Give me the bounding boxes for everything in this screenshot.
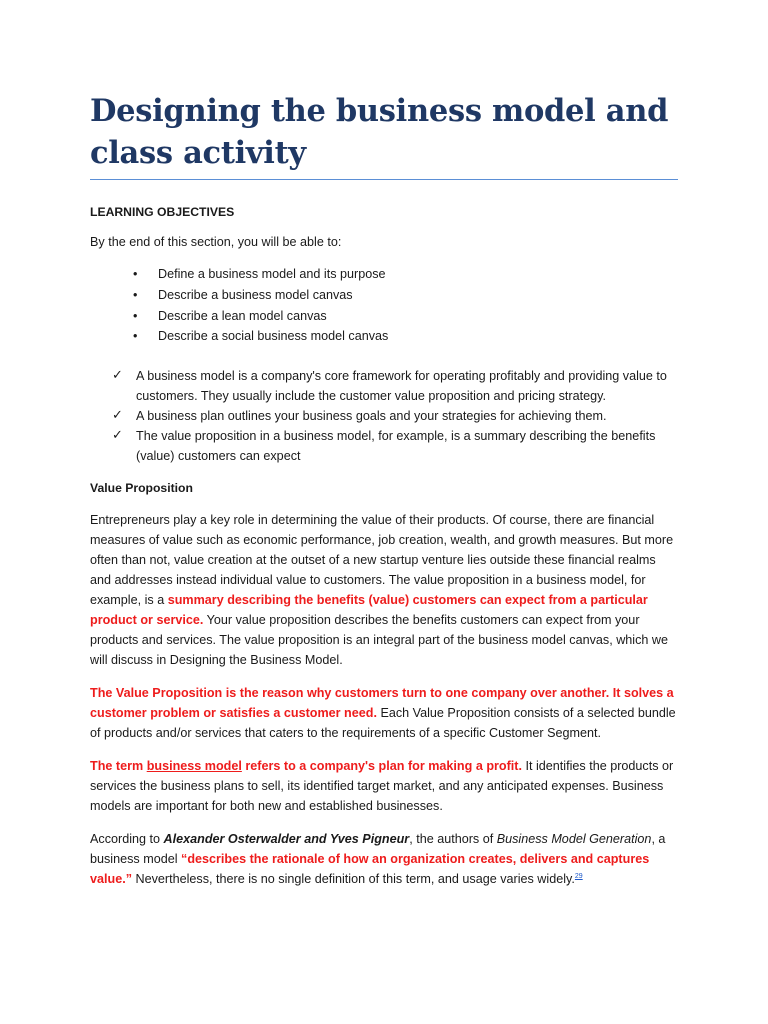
list-item: • Describe a business model canvas: [130, 285, 388, 306]
checkmark-icon: ✓: [112, 367, 123, 382]
key-points-list: [110, 366, 680, 466]
list-item: ✓ A business plan outlines your business goals and your strategies for achieving them.: [112, 407, 607, 423]
document-page: [90, 90, 678, 886]
learning-objectives-heading: LEARNING OBJECTIVES: [90, 205, 235, 219]
list-item: ✓ A business model is a company's core framework for operating profitably and providing value to customers. They usually include the customer value proposition and pricing strategy.: [112, 367, 667, 403]
list-item: ✓ The value proposition in a business model, for example, is a summary describing the benefits (value) customers can expect: [112, 427, 656, 463]
value-proposition-heading: Value Proposition: [90, 481, 193, 495]
paragraph-definition: According to Alexander Osterwalder and Yves Pigneur, the authors of Business Model Generation, a business model “describes the rationale of how an organization creates, delivers and captures value.” Nevertheless, there is no single definition of this term, and usage varies widely.$^{29}$: [90, 832, 666, 886]
footnote-link[interactable]: 29: [574, 872, 583, 880]
bullet-icon: •: [133, 267, 138, 281]
bullet-icon: •: [133, 287, 138, 302]
intro-text: By the end of this section, you will be able to:: [90, 235, 342, 249]
checkmark-icon: ✓: [112, 427, 123, 442]
bullet-icon: •: [133, 308, 138, 323]
objectives-list: [130, 264, 388, 347]
list-item: • Define a business model and its purpose: [130, 264, 388, 285]
list-item: • Describe a lean model canvas: [130, 306, 388, 327]
paragraph-business-model: The term business model refers to a company's plan for making a profit. It identifies the products or services the business plans to sell, its identified target market, and any anticipated expenses. Business models are important for both new and established businesses.: [90, 759, 674, 813]
paragraph-value-proposition: The Value Proposition is the reason why customers turn to one company over another. It solves a customer problem or satisfies a customer need. Each Value Proposition consists of a selected bundle of products and/or services that caters to the requirements of a specific Customer Segment.: [90, 686, 676, 740]
checkmark-icon: ✓: [112, 407, 123, 422]
list-item: • Describe a social business model canvas: [130, 326, 388, 347]
business-model-term: business model: [146, 759, 242, 773]
page-title: Designing the business model and class activity: [90, 90, 678, 180]
bullet-icon: •: [133, 329, 138, 344]
paragraph-value-creation: Entrepreneurs play a key role in determining the value of their products. Of course, there are financial measures of value such as economic performance, job creation, wealth, and growth measures. But more often than not, value creation at the outset of a new startup venture lies outside these financial realms and addresses instead individual value to customers. The value proposition in a business model, for example, is a summary describing the benefits (value) customers can expect from a particular product or service. Your value proposition describes the benefits customers can expect from your products and services. The value proposition is an integral part of the business model canvas, which we will discuss in Designing the Business Model.: [90, 513, 674, 667]
